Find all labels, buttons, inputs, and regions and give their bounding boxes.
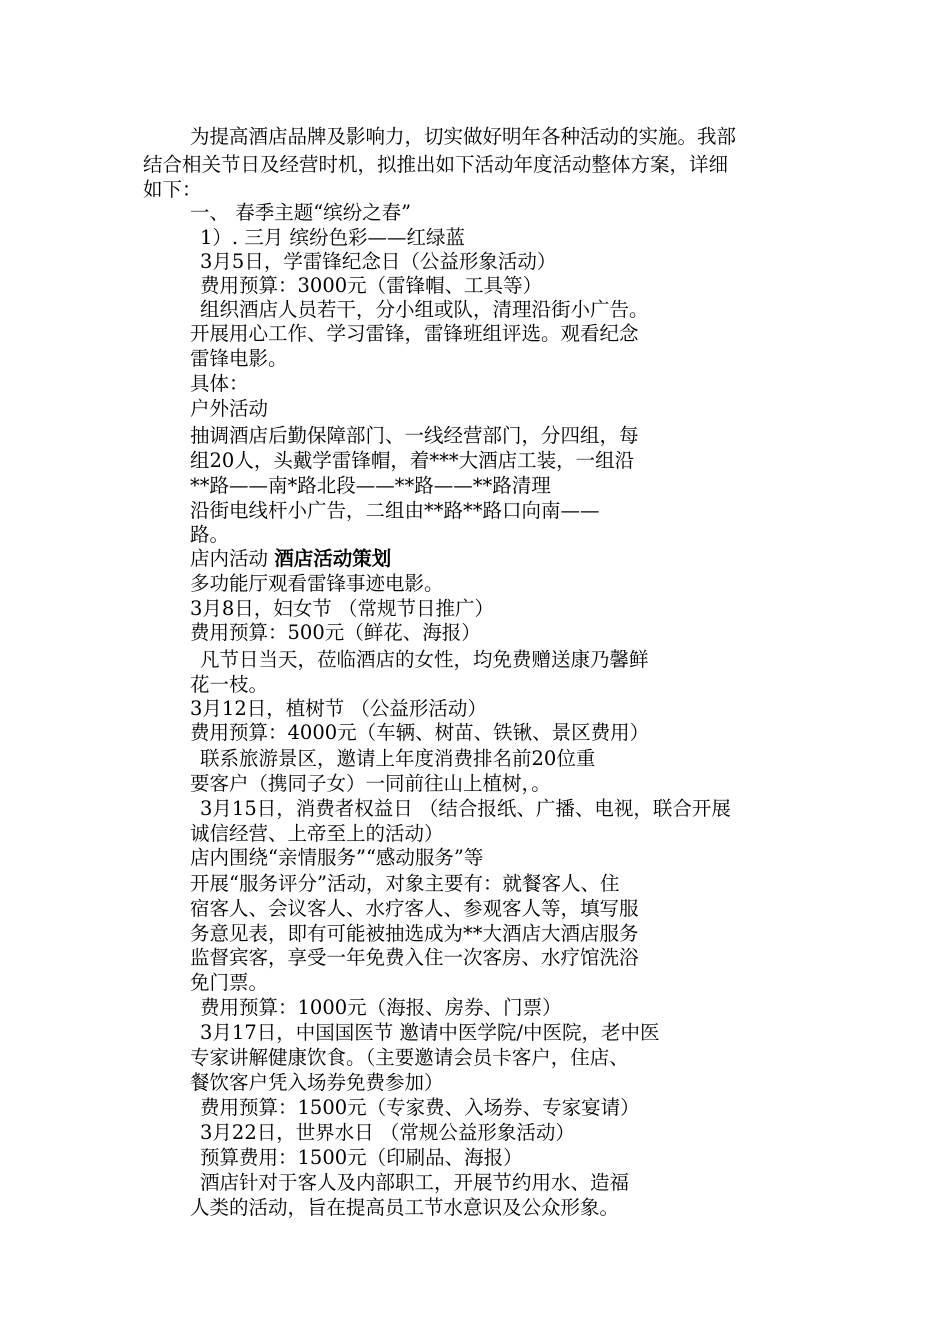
instore-heading-line xyxy=(190,547,391,571)
body-line: 3月8日，妇女节 （常规节日推广） xyxy=(190,597,495,620)
body-line: 宿客人、会议客人、水疗客人、参观客人等，填写服 xyxy=(190,897,639,920)
body-line: 路。 xyxy=(190,523,230,546)
body-line: 专家讲解健康饮食。（主要邀请会员卡客户，住店、 xyxy=(190,1046,629,1069)
intro-line-3: 如下： xyxy=(143,178,202,201)
body-line: 多功能厅观看雷锋事迹电影。 xyxy=(190,572,444,595)
subsection-heading: 1）. 三月 缤纷色彩——红绿蓝 xyxy=(200,226,466,249)
body-line: 具体： xyxy=(190,372,249,395)
body-line: 监督宾客，享受一年免费入住一次客房、水疗馆洗浴 xyxy=(190,946,639,969)
body-line: 沿街电线杆小广告，二组由**路**路口向南—— xyxy=(190,499,600,522)
body-line: 组20人，头戴学雷锋帽，着***大酒店工装，一组沿 xyxy=(190,449,635,472)
body-line: 开展用心工作、学习雷锋，雷锋班组评选。观看纪念 xyxy=(190,322,639,345)
body-line: 费用预算：500元（鲜花、海报） xyxy=(190,621,481,644)
body-line: 费用预算：3000元（雷锋帽、工具等） xyxy=(200,274,543,297)
body-line: **路——南*路北段——**路——**路清理 xyxy=(190,474,551,497)
body-line: 花一枝。 xyxy=(190,673,269,696)
body-line: 餐饮客户凭入场券免费参加） xyxy=(190,1071,444,1094)
section-heading: 一、 春季主题“缤纷之春” xyxy=(190,201,412,224)
body-line: 免门票。 xyxy=(190,971,269,994)
body-line: 店内围绕“亲情服务”“感动服务”等 xyxy=(190,846,484,869)
instore-label: 店内活动 xyxy=(190,547,275,570)
body-line: 3月5日，学雷锋纪念日（公益形象活动） xyxy=(200,250,557,273)
body-line: 户外活动 xyxy=(190,397,269,420)
body-line: 酒店针对于客人及内部职工，开展节约用水、造福 xyxy=(200,1171,630,1194)
body-line: 诚信经营、上帝至上的活动） xyxy=(190,822,444,845)
body-line: 凡节日当天，莅临酒店的女性，均免费赠送康乃馨鲜 xyxy=(200,648,649,671)
body-line: 要客户（携同子女）一同前往山上植树，。 xyxy=(190,772,551,795)
body-line: 联系旅游景区，邀请上年度消费排名前20位重 xyxy=(200,747,596,770)
body-line: 费用预算：1500元（专家费、入场券、专家宴请） xyxy=(200,1096,640,1119)
body-line: 开展“服务评分”活动，对象主要有：就餐客人、住 xyxy=(190,872,620,895)
instore-bold-title: 酒店活动策划 xyxy=(274,547,392,570)
body-line: 人类的活动，旨在提高员工节水意识及公众形象。 xyxy=(190,1196,620,1219)
intro-line-2: 结合相关节日及经营时机，拟推出如下活动年度活动整体方案，详细 xyxy=(143,153,729,176)
body-line: 抽调酒店后勤保障部门、一线经营部门，分四组，每 xyxy=(190,424,639,447)
body-line: 务意见表，即有可能被抽选成为**大酒店大酒店服务 xyxy=(190,922,639,945)
body-line: 3月22日，世界水日 （常规公益形象活动） xyxy=(200,1121,575,1144)
body-line: 费用预算：1000元（海报、房券、门票） xyxy=(200,996,562,1019)
body-line: 3月15日，消费者权益日 （结合报纸、广播、电视，联合开展 xyxy=(200,797,731,820)
body-line: 预算费用：1500元（印刷品、海报） xyxy=(200,1146,523,1169)
body-line: 3月12日，植树节 （公益形活动） xyxy=(190,697,487,720)
body-line: 3月17日，中国国医节 邀请中医学院/中医院，老中医 xyxy=(200,1021,660,1044)
body-line: 雷锋电影。 xyxy=(190,347,288,370)
intro-line-1: 为提高酒店品牌及影响力，切实做好明年各种活动的实施。我部 xyxy=(190,125,737,148)
body-line: 费用预算：4000元（车辆、树苗、铁锹、景区费用） xyxy=(190,721,650,744)
body-line: 组织酒店人员若干，分小组或队，清理沿街小广告。 xyxy=(200,298,649,321)
